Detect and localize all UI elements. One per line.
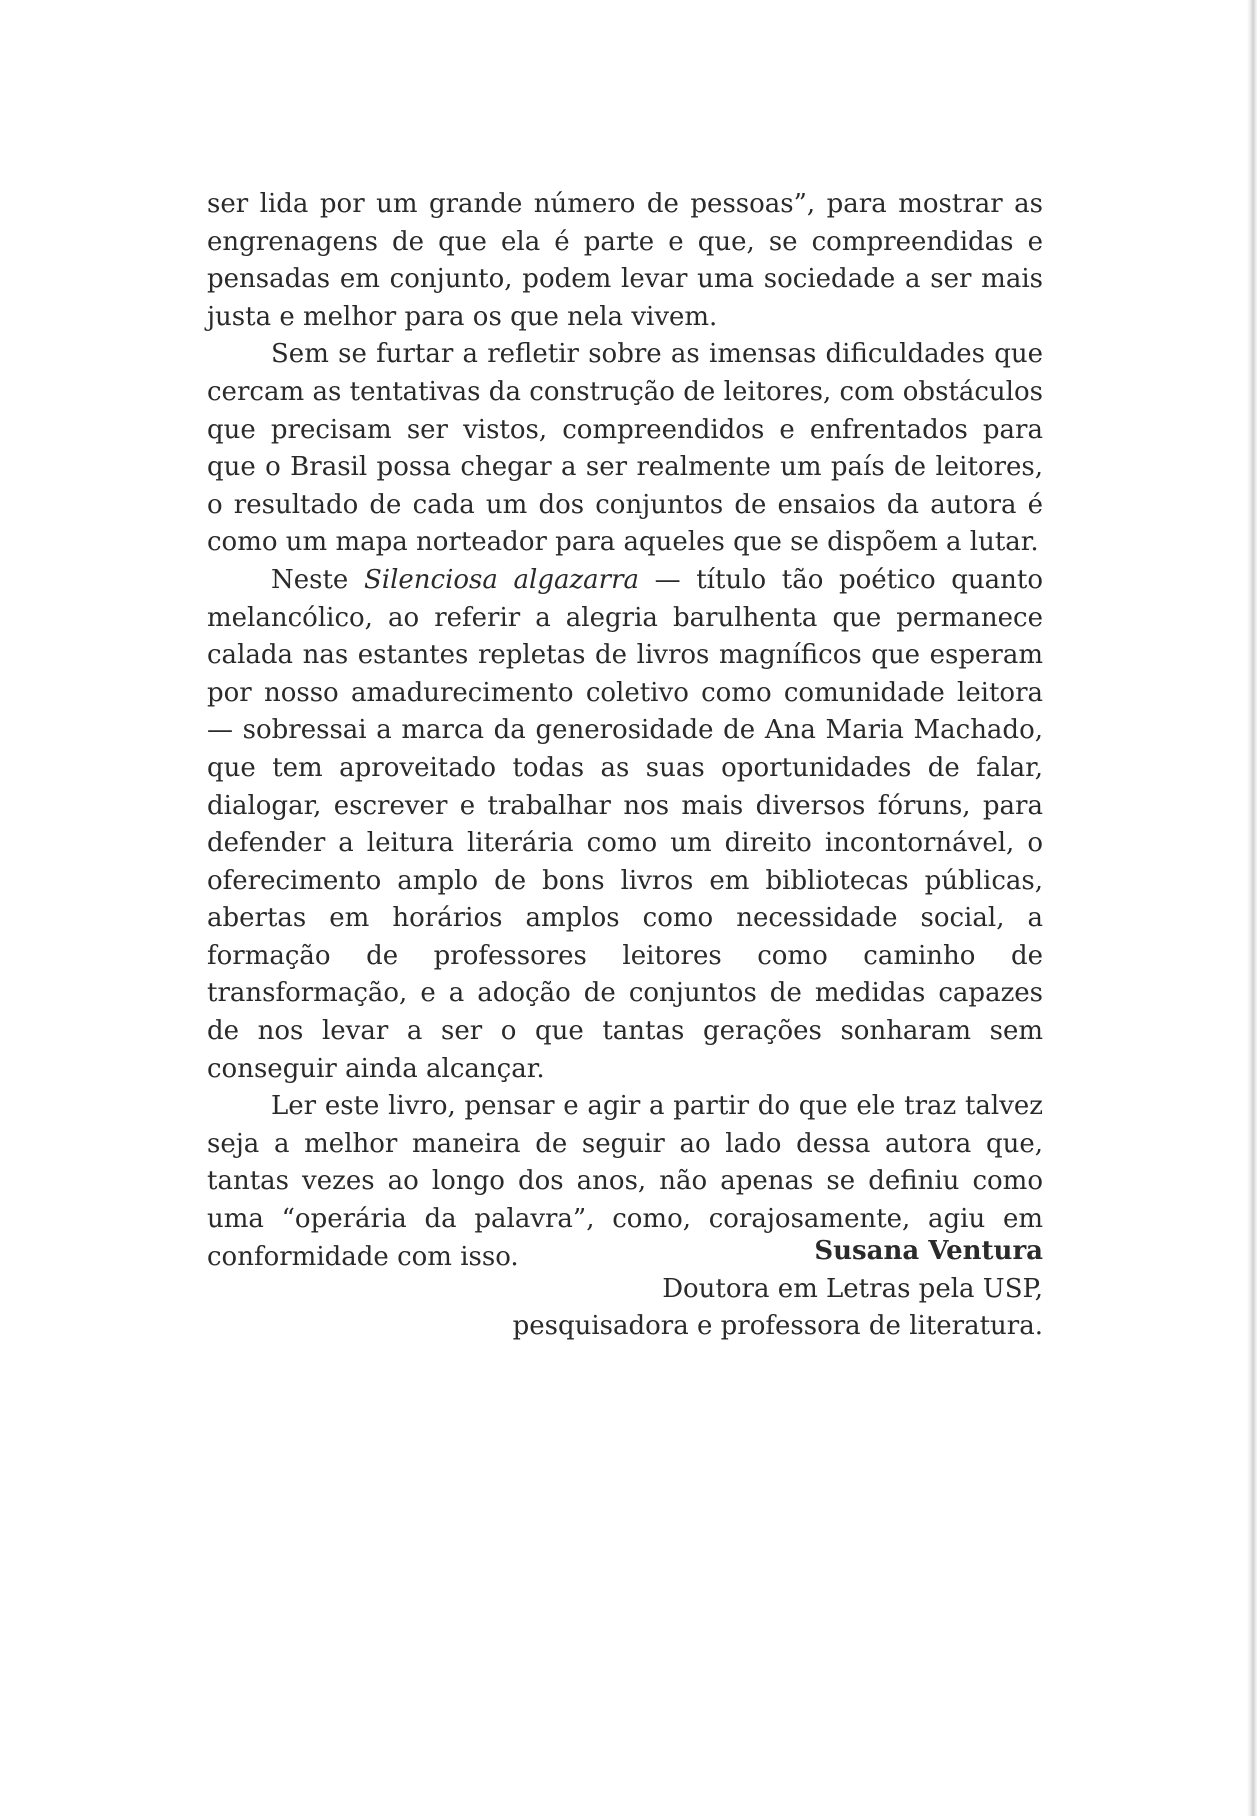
page-edge-shadow (1247, 0, 1257, 1816)
paragraph-4: Ler este livro, pensar e agir a partir do que ele traz talvez seja a melhor maneira de seguir ao lado dessa autora que, tantas vezes ao longo dos anos, não apenas se definiu como uma “operária da palavra”, como, corajosamente, agiu em conformidade com isso. (207, 1091, 1043, 1272)
body-text (207, 186, 1043, 1276)
paragraph-1: ser lida por um grande número de pessoas”, para mostrar as engrenagens de que ela é parte e que, se compreendidas e pensadas em conjunto, podem levar uma sociedade a ser mais justa e melhor para os que nela vivem. (207, 189, 1043, 332)
paragraph-3 (207, 562, 1043, 1088)
author-role: pesquisadora e professora de literatura. (512, 1311, 1043, 1342)
signature-block (207, 1233, 1043, 1346)
author-name: Susana Ventura (814, 1236, 1043, 1266)
paragraph-3-rest: — título tão poético quanto melancólico, ao referir a alegria barulhenta que permanece calada nas estantes repletas de livros magníficos que esperam por nosso amadurecimento coletivo como comunidade leitora — sobressai a marca da generosidade de Ana Maria Machado, que tem aproveitado todas as suas oportunidades de falar, dialogar, escrever e trabalhar nos mais diversos fóruns, para defender a leitura literária como um direito incontornável, o oferecimento amplo de bons livros em bibliotecas públicas, abertas em horários amplos como necessidade social, a formação de professores leitores como caminho de transformação, e a adoção de conjuntos de medidas capazes de nos levar a ser o que tantas gerações sonharam sem conseguir ainda alcançar. (207, 564, 1043, 1084)
book-title: Silenciosa algazarra (363, 564, 640, 595)
paragraph-3-start: Neste (271, 564, 364, 595)
paragraph-2: Sem se furtar a refletir sobre as imensas dificuldades que cercam as tentativas da construção de leitores, com obstáculos que precisam ser vistos, compreendidos e enfrentados para que o Brasil possa chegar a ser realmente um país de leitores, o resultado de cada um dos conjuntos de ensaios da autora é como um mapa norteador para aqueles que se dispõem a lutar. (207, 339, 1043, 558)
author-credential: Doutora em Letras pela USP, (662, 1273, 1043, 1304)
